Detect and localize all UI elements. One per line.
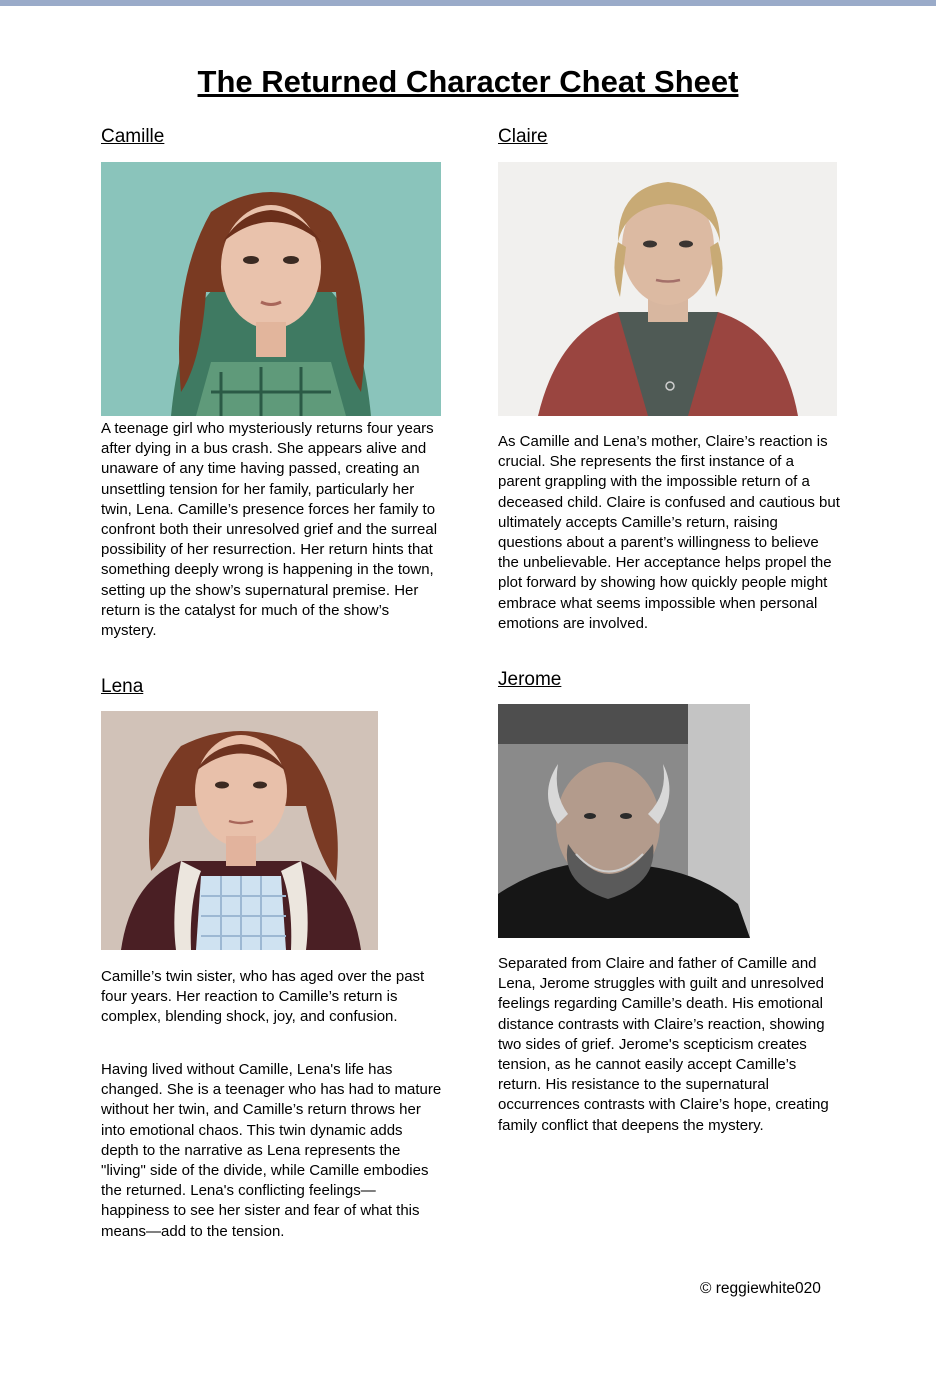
- jerome-photo: [498, 704, 750, 938]
- claire-photo: [498, 162, 837, 416]
- copyright-credit: © reggiewhite020: [700, 1280, 821, 1297]
- page-title: The Returned Character Cheat Sheet: [197, 64, 739, 99]
- camille-heading: Camille: [101, 126, 165, 147]
- top-border: [0, 0, 936, 6]
- lena-paragraph-1: Camille’s twin sister, who has aged over the past four years. Her reaction to Camille’s return is complex, blending shock, joy, and confusion.: [101, 968, 425, 1026]
- claire-heading: Claire: [498, 126, 548, 147]
- camille-photo: [101, 162, 441, 416]
- jerome-paragraph: Separated from Claire and father of Camille and Lena, Jerome struggles with guilt and unresolved feelings regarding Camille’s death. His emotional distance contrasts with Claire’s reaction, showing two sides of grief. Jerome's scepticism creates tension, as he cannot easily accept Camille’s return. His resistance to the supernatural occurrences contrasts with Claire’s hope, creating family conflict that deepens the mystery.: [498, 955, 829, 1134]
- camille-paragraph: A teenage girl who mysteriously returns four years after dying in a bus crash. She appears alive and unaware of any time having passed, creating an unsettling tension for her family, particularly her twin, Lena. Camille’s presence forces her family to confront both their unresolved grief and the surreal possibility of her resurrection. Her return hints that something deeply wrong is happening in the town, setting up the show’s supernatural premise. Her return is the catalyst for much of the show’s mystery.: [101, 420, 438, 640]
- lena-heading: Lena: [101, 676, 144, 697]
- lena-photo: [101, 711, 378, 950]
- claire-paragraph: As Camille and Lena’s mother, Claire’s reaction is crucial. She represents the first instance of a parent grappling with the impossible return of a deceased child. Claire is confused and cautious but ultimately accepts Camille’s return, raising questions about a parent’s willingness to believe the unbelievable. Her acceptance helps propel the plot forward by showing how quickly people might embrace what seems impossible when personal emotions are involved.: [498, 433, 840, 632]
- jerome-heading: Jerome: [498, 669, 562, 690]
- lena-paragraph-2: Having lived without Camille, Lena's life has changed. She is a teenager who has had to mature without her twin, and Camille’s return throws her into emotional chaos. This twin dynamic adds depth to the narrative as Lena represents the "living" side of the divide, while Camille embodies the returned. Lena's conflicting feelings—happiness to see her sister and fear of what this means—add to the tension.: [101, 1061, 442, 1240]
